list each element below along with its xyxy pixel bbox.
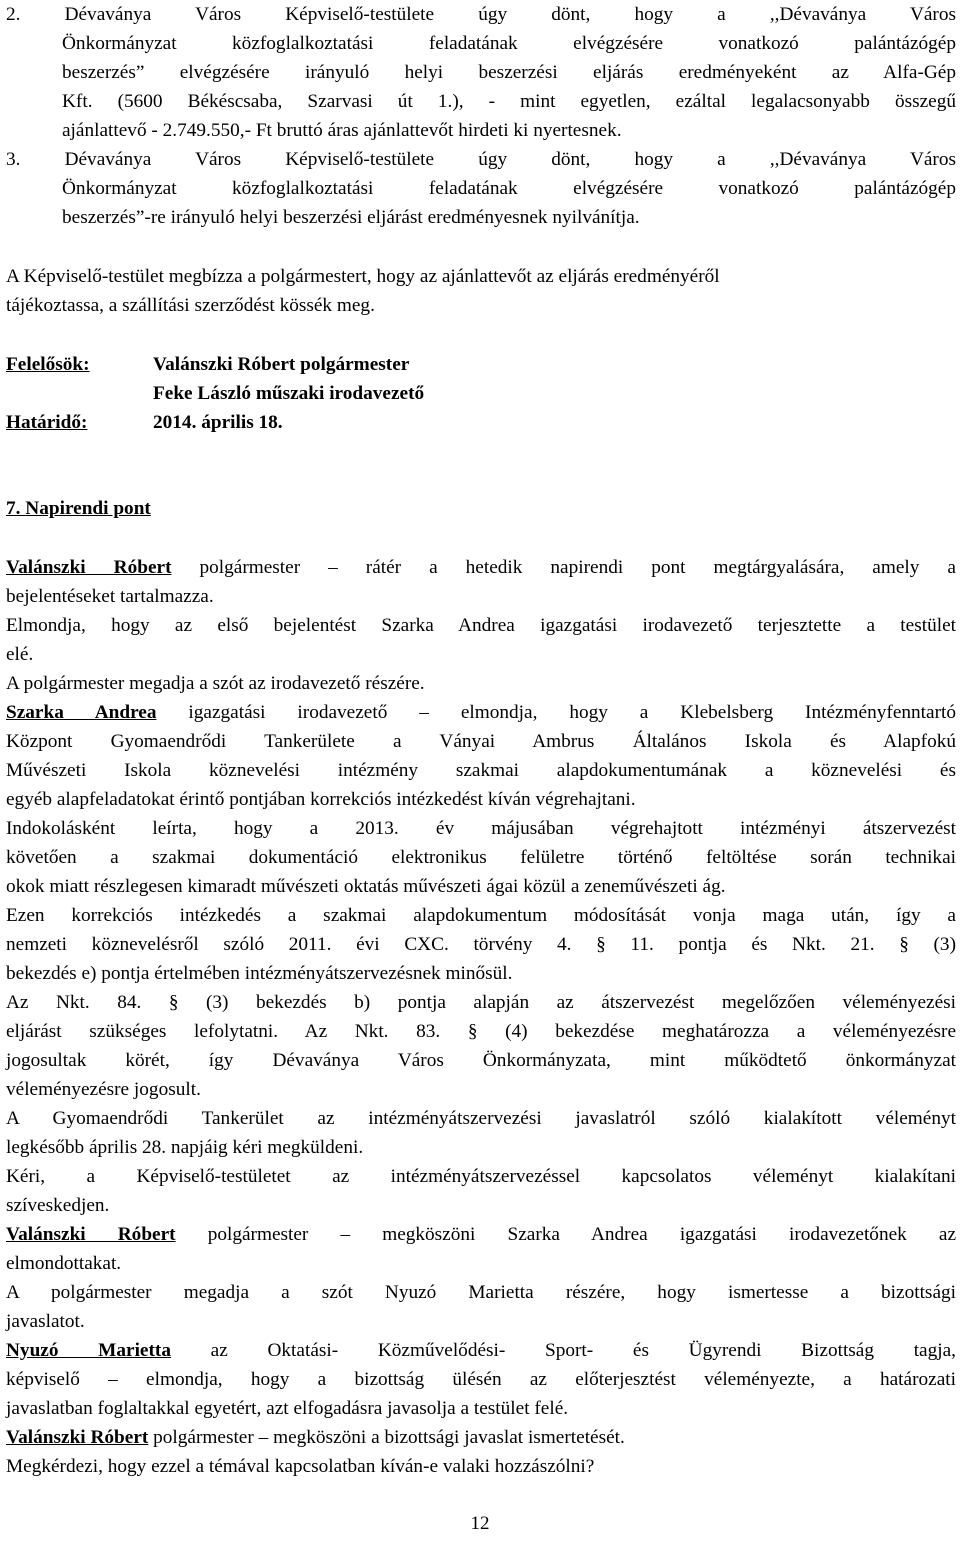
- body-line: nemzeti köznevelésről szóló 2011. évi CXC. törvény 4. § 11. pontja és Nkt. 21. § (3): [6, 934, 956, 955]
- body-line: A polgármester megadja a szót az irodavezető részére.: [6, 673, 425, 694]
- speaker-name: Valánszki Róbert: [6, 557, 172, 578]
- body-line: elé.: [6, 644, 34, 665]
- body-line: Központ Gyomaendrődi Tankerülete a Ványai Ambrus Általános Iskola és Alapfokú: [6, 731, 956, 752]
- body-line: Kéri, a Képviselő-testületet az intézményátszervezéssel kapcsolatos véleményt kialakítani: [6, 1166, 956, 1187]
- section-number: 7.: [6, 498, 21, 519]
- speaker-name: Valánszki Róbert: [6, 1224, 176, 1245]
- body-line: javaslatban foglaltakkal egyetért, azt elfogadásra javasolja a testület felé.: [6, 1398, 569, 1419]
- deadline-label: Határidő:: [6, 412, 88, 433]
- body-line: Művészeti Iskola köznevelési intézmény szakmai alapdokumentumának a köznevelési és: [6, 760, 956, 781]
- body-text: az Oktatási- Közművelődési- Sport- és Ügyrendi Bizottság tagja,: [170, 1340, 956, 1361]
- body-line: [6, 1338, 956, 1363]
- body-line: Indokolásként leírta, hogy a 2013. év májusában végrehajtott intézményi átszervezést: [6, 818, 956, 839]
- body-line: bekezdés e) pontja értelmében intézményátszervezésnek minősül.: [6, 963, 513, 984]
- item3-line-3: beszerzés”-re irányuló helyi beszerzési eljárást eredményesnek nyilvánítja.: [62, 207, 640, 228]
- deadline-value: 2014. április 18.: [153, 412, 283, 433]
- body-line: A Gyomaendrődi Tankerület az intézményátszervezési javaslatról szóló kialakított véleményt: [6, 1108, 956, 1129]
- page-number: 12: [470, 1513, 490, 1534]
- item2-line-3: beszerzés” elvégzésére irányuló helyi beszerzési eljárás eredményeként az Alfa-Gép: [62, 62, 956, 83]
- mandate-line-1: A Képviselő-testület megbízza a polgármestert, hogy az ajánlattevőt az eljárás eredményéről: [6, 266, 720, 287]
- responsible-person-2: Feke László műszaki irodavezető: [153, 383, 425, 404]
- body-line: [6, 1425, 956, 1450]
- body-line: jogosultak körét, így Dévaványa Város Önkormányzata, mint működtető önkormányzat: [6, 1050, 956, 1071]
- speaker-name: Valánszki Róbert: [6, 1427, 149, 1448]
- body-line: képviselő – elmondja, hogy a bizottság ülésén az előterjesztést véleményezte, a határozati: [6, 1369, 956, 1390]
- item3-line-2: Önkormányzat közfoglalkoztatási feladatának elvégzésére vonatkozó palántázógép: [62, 178, 956, 199]
- body-line: Az Nkt. 84. § (3) bekezdés b) pontja alapján az átszervezést megelőzően véleményezési: [6, 992, 956, 1013]
- mandate-line-2: tájékoztassa, a szállítási szerződést kössék meg.: [6, 295, 375, 316]
- body-line: okok miatt részlegesen kimaradt művészeti oktatás művészeti ágai közül a zeneművészeti ág.: [6, 876, 726, 897]
- body-line: szíveskedjen.: [6, 1195, 110, 1216]
- body-line: [6, 1222, 956, 1247]
- body-line: legkésőbb április 28. napjáig kéri megküldeni.: [6, 1137, 364, 1158]
- item3-line-1: 3. Dévaványa Város Képviselő-testülete úgy dönt, hogy a ,,Dévaványa Város: [6, 149, 956, 170]
- speaker-name: Nyuzó Marietta: [6, 1340, 171, 1361]
- body-text: igazgatási irodavezető – elmondja, hogy a Klebelsberg Intézményfenntartó: [156, 702, 956, 723]
- body-line: Elmondja, hogy az első bejelentést Szarka Andrea igazgatási irodavezető terjesztette a testület: [6, 615, 956, 636]
- body-line: [6, 700, 956, 725]
- responsibles-label: Felelősök:: [6, 354, 90, 375]
- body-line: véleményezésre jogosult.: [6, 1079, 201, 1100]
- item2-line-4: Kft. (5600 Békéscsaba, Szarvasi út 1.), - mint egyetlen, ezáltal legalacsonyabb összegű: [62, 91, 956, 112]
- item2-line-5: ajánlattevő - 2.749.550,- Ft bruttó áras ajánlattevőt hirdeti ki nyertesnek.: [62, 120, 622, 141]
- body-line: A polgármester megadja a szót Nyuzó Marietta részére, hogy ismertesse a bizottsági: [6, 1282, 956, 1303]
- body-text: polgármester – megköszöni Szarka Andrea igazgatási irodavezetőnek az: [175, 1224, 956, 1245]
- body-line: javaslatot.: [6, 1311, 85, 1332]
- body-line: bejelentéseket tartalmazza.: [6, 586, 214, 607]
- section-heading: [6, 496, 956, 521]
- body-line: [6, 555, 956, 580]
- body-line: eljárást szükséges lefolytatni. Az Nkt. 83. § (4) bekezdése meghatározza a véleményezésre: [6, 1021, 956, 1042]
- section-title: Napirendi pont: [25, 498, 151, 519]
- body-line: Ezen korrekciós intézkedés a szakmai alapdokumentum módosítását vonja maga után, így a: [6, 905, 956, 926]
- speaker-name: Szarka Andrea: [6, 702, 157, 723]
- responsible-person-1: Valánszki Róbert polgármester: [153, 354, 410, 375]
- body-line: Megkérdezi, hogy ezzel a témával kapcsolatban kíván-e valaki hozzászólni?: [6, 1456, 595, 1477]
- item2-line-2: Önkormányzat közfoglalkoztatási feladatának elvégzésére vonatkozó palántázógép: [62, 33, 956, 54]
- body-text: polgármester – rátér a hetedik napirendi pont megtárgyalására, amely a: [171, 557, 956, 578]
- body-line: követően a szakmai dokumentáció elektronikus felületre történő feltöltése során technikai: [6, 847, 956, 868]
- body-line: egyéb alapfeladatokat érintő pontjában korrekciós intézkedést kíván végrehajtani.: [6, 789, 636, 810]
- body-line: elmondottakat.: [6, 1253, 122, 1274]
- body-text: polgármester – megköszöni a bizottsági javaslat ismertetését.: [148, 1427, 625, 1448]
- item2-line-1: 2. Dévaványa Város Képviselő-testülete úgy dönt, hogy a ,,Dévaványa Város: [6, 4, 956, 25]
